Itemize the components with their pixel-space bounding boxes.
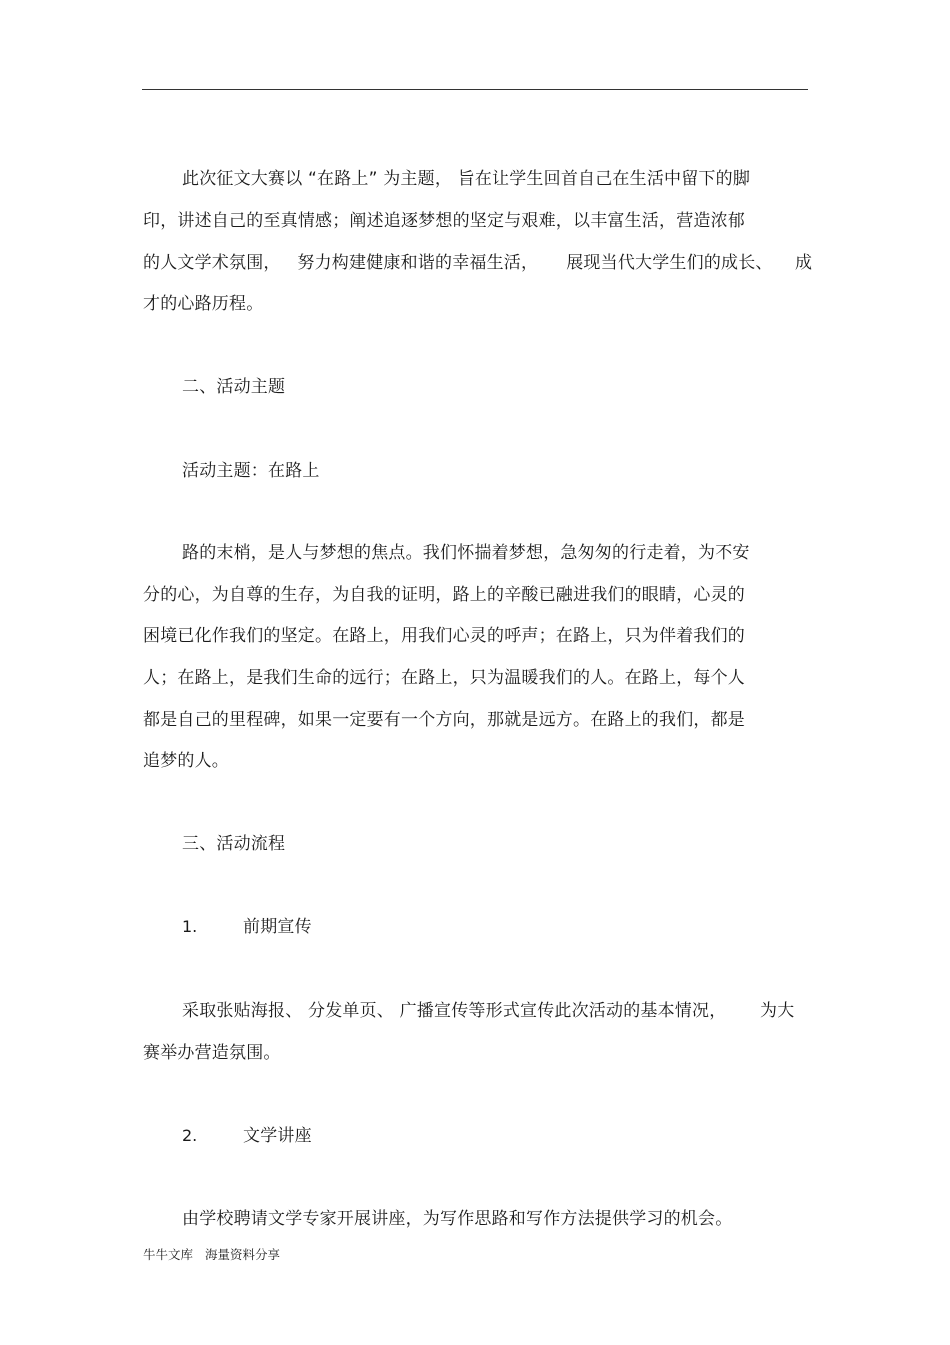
section-heading-theme: 二、活动主题 xyxy=(182,377,286,397)
intro-line-2: 印，讲述自己的至真情感；阐述追逐梦想的坚定与艰难，以丰富生活，营造浓郁 xyxy=(143,211,745,231)
intro-line-4: 才的心路历程。 xyxy=(143,294,264,314)
page-footer xyxy=(143,1246,280,1264)
theme-para-line-6: 追梦的人。 xyxy=(143,751,229,771)
item-1-line-2: 赛举办营造氛围。 xyxy=(143,1043,281,1063)
intro-line-1: 此次征文大赛以 “在路上” 为主题， 旨在让学生回首自己在生活中留下的脚 xyxy=(182,169,751,189)
theme-para-line-5: 都是自己的里程碑，如果一定要有一个方向，那就是远方。在路上的我们，都是 xyxy=(143,710,745,730)
theme-line: 活动主题：在路上 xyxy=(182,461,320,481)
footer-tagline: 海量资料分享 xyxy=(205,1247,281,1262)
item-1-title: 前期宣传 xyxy=(243,917,312,937)
item-1-line-1: 采取张贴海报、 分发单页、 广播宣传等形式宣传此次活动的基本情况， 为大 xyxy=(182,1001,795,1021)
theme-para-line-4: 人；在路上，是我们生命的远行；在路上，只为温暖我们的人。在路上，每个人 xyxy=(143,668,745,688)
item-2-line-1: 由学校聘请文学专家开展讲座，为写作思路和写作方法提供学习的机会。 xyxy=(182,1209,733,1229)
item-2-number: 2. xyxy=(182,1126,198,1145)
intro-line-3: 的人文学术氛围， 努力构建健康和谐的幸福生活， 展现当代大学生们的成长、 成 xyxy=(143,253,813,273)
item-2-title: 文学讲座 xyxy=(243,1126,312,1146)
item-1-number: 1. xyxy=(182,917,198,936)
section-heading-process: 三、活动流程 xyxy=(182,834,286,854)
footer-brand: 牛牛文库 xyxy=(143,1247,194,1262)
header-rule xyxy=(142,89,808,90)
theme-para-line-1: 路的末梢，是人与梦想的焦点。我们怀揣着梦想，急匆匆的行走着，为不安 xyxy=(182,543,750,563)
theme-para-line-3: 困境已化作我们的坚定。在路上，用我们心灵的呼声；在路上，只为伴着我们的 xyxy=(143,626,745,646)
theme-para-line-2: 分的心，为自尊的生存，为自我的证明，路上的辛酸已融进我们的眼睛，心灵的 xyxy=(143,585,745,605)
